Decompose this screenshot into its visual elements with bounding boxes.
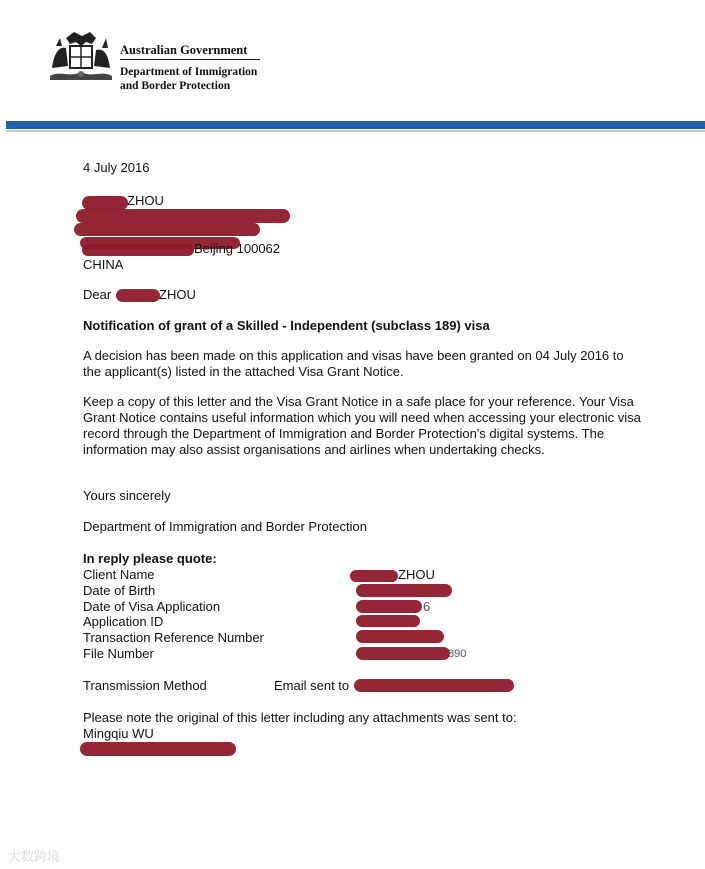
address-name: ZHOU bbox=[127, 193, 164, 208]
transmission-value: Email sent to bbox=[274, 678, 350, 693]
salutation-prefix: Dear bbox=[83, 287, 112, 302]
field-label-application-id: Application ID bbox=[83, 614, 164, 629]
department-name-line-1: Department of Immigration bbox=[120, 66, 258, 78]
redaction-mark bbox=[354, 679, 514, 692]
field-label-date-of-birth: Date of Birth bbox=[83, 583, 156, 598]
closing: Yours sincerely bbox=[83, 488, 171, 503]
redaction-mark bbox=[76, 209, 290, 223]
field-label-client-name: Client Name bbox=[83, 567, 155, 582]
letter-subject: Notification of grant of a Skilled - Independent (subclass 189) visa bbox=[83, 318, 490, 333]
header-divider-bar bbox=[6, 121, 705, 129]
redaction-mark bbox=[356, 647, 450, 660]
transmission-label: Transmission Method bbox=[83, 678, 207, 693]
paragraph-keep-copy: Keep a copy of this letter and the Visa Grant Notice in a safe place for your reference. Your Visa Grant Notice contains useful information which you will need when accessing your electronic visa record through the Department of Immigration and Border Protection's digital systems. The information may also assist organisations and airlines when undertaking checks. bbox=[83, 394, 641, 457]
paragraph-decision: A decision has been made on this application and visas have been granted on 04 July 2016 to the applicant(s) listed in the attached Visa Grant Notice. bbox=[83, 348, 624, 379]
redaction-mark bbox=[80, 742, 236, 756]
department-name-line-2: and Border Protection bbox=[120, 80, 231, 92]
footer-recipient: Mingqiu WU bbox=[83, 726, 154, 741]
header-divider-line bbox=[6, 130, 705, 132]
redaction-mark bbox=[82, 244, 194, 256]
redaction-mark bbox=[356, 600, 422, 613]
field-label-date-of-visa-application: Date of Visa Application bbox=[83, 599, 221, 614]
redaction-mark bbox=[74, 223, 260, 236]
field-value-file-number: 890 bbox=[448, 648, 467, 660]
field-label-file-number: File Number bbox=[83, 646, 154, 661]
watermark: 大数跨境 bbox=[8, 849, 61, 864]
footer-note: Please note the original of this letter including any attachments was sent to: bbox=[83, 710, 517, 725]
signature: Department of Immigration and Border Protection bbox=[83, 519, 367, 534]
redaction-mark bbox=[356, 615, 420, 627]
letter-date: 4 July 2016 bbox=[83, 160, 150, 175]
government-title: Australian Government bbox=[120, 43, 248, 57]
redaction-mark bbox=[356, 630, 444, 643]
redaction-mark bbox=[116, 289, 160, 302]
address-country: CHINA bbox=[83, 257, 124, 272]
address-city: Beijing 100062 bbox=[194, 241, 281, 256]
field-label-transaction-reference: Transaction Reference Number bbox=[83, 630, 264, 645]
field-value-date-of-visa-application: 6 bbox=[423, 599, 431, 614]
reference-heading: In reply please quote: bbox=[83, 551, 217, 566]
redaction-mark bbox=[356, 584, 452, 597]
letterhead bbox=[0, 0, 705, 115]
letterhead-rule bbox=[120, 59, 260, 60]
salutation-name: ZHOU bbox=[159, 287, 196, 302]
redaction-mark bbox=[82, 196, 128, 210]
redaction-mark bbox=[350, 570, 398, 582]
coat-of-arms-logo bbox=[46, 28, 116, 84]
field-value-client-name: ZHOU bbox=[398, 567, 435, 582]
